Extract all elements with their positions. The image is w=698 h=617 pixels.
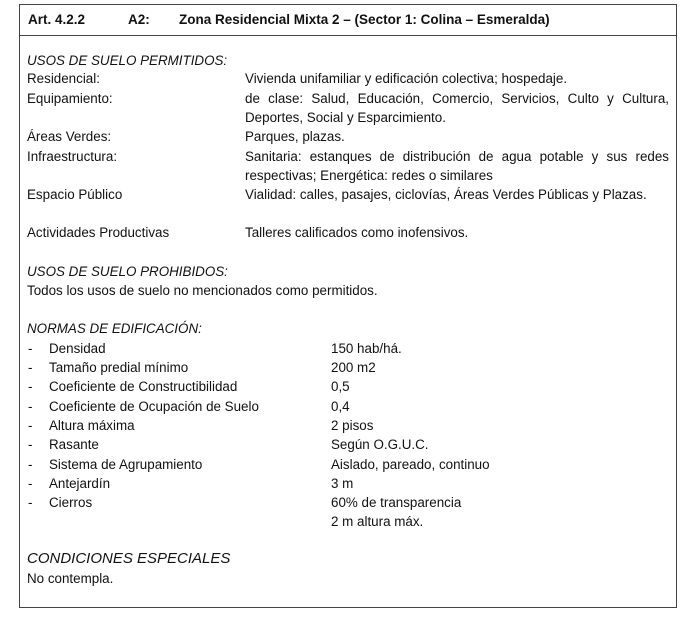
permitted-value: Vivienda unifamiliar y edificación colectiva; hospedaje. — [245, 71, 568, 86]
bullet-dash: - — [28, 399, 33, 414]
permitted-label: Espacio Público — [27, 187, 123, 202]
permitted-label: Áreas Verdes: — [27, 129, 112, 144]
norm-label: Rasante — [49, 437, 99, 452]
norm-label: Altura máxima — [49, 418, 135, 433]
zone-card — [19, 4, 677, 608]
norms-heading: NORMAS DE EDIFICACIÓN: — [27, 321, 202, 336]
permitted-value: Parques, plazas. — [245, 129, 345, 144]
norm-label: Coeficiente de Constructibilidad — [49, 379, 238, 394]
prohibited-text: Todos los usos de suelo no mencionados como permitidos. — [27, 283, 378, 298]
norm-value: 3 m — [331, 476, 354, 491]
bullet-dash: - — [28, 437, 33, 452]
norm-value: Según O.G.U.C. — [331, 437, 429, 452]
article-number: Art. 4.2.2 — [28, 12, 86, 27]
norm-label: Coeficiente de Ocupación de Suelo — [49, 399, 259, 414]
special-heading: CONDICIONES ESPECIALES — [27, 550, 231, 567]
norm-value: 0,5 — [331, 379, 350, 394]
permitted-value: Vialidad: calles, pasajes, ciclovías, Áreas Verdes Públicas y Plazas. — [245, 187, 647, 202]
norm-label: Sistema de Agrupamiento — [49, 457, 203, 472]
prohibited-heading: USOS DE SUELO PROHIBIDOS: — [27, 264, 228, 279]
permitted-label: Residencial: — [27, 71, 100, 86]
norm-value: 0,4 — [331, 399, 350, 414]
norm-value: 200 m2 — [331, 360, 376, 375]
norm-label: Cierros — [49, 495, 93, 510]
permitted-value: Sanitaria: estanques de distribución de agua potable y sus redes respectivas; Energética: redes o similares — [245, 149, 669, 183]
permitted-label: Equipamiento: — [27, 91, 113, 106]
norm-value: Aislado, pareado, continuo — [331, 457, 490, 472]
norm-value-extra: 2 m altura máx. — [331, 514, 424, 529]
zone-code: A2: — [128, 12, 150, 27]
article-header — [20, 5, 676, 36]
special-text: No contempla. — [27, 571, 114, 586]
permitted-value: Talleres calificados como inofensivos. — [245, 225, 469, 240]
permitted-heading: USOS DE SUELO PERMITIDOS: — [27, 53, 228, 68]
norm-value: 2 pisos — [331, 418, 374, 433]
zone-title: Zona Residencial Mixta 2 – (Sector 1: Colina – Esmeralda) — [179, 12, 550, 27]
permitted-value: de clase: Salud, Educación, Comercio, Servicios, Culto y Cultura, Deportes, Social y Esparcimiento. — [245, 91, 669, 125]
norm-value: 60% de transparencia — [331, 495, 462, 510]
norm-label: Tamaño predial mínimo — [49, 360, 189, 375]
permitted-label: Actividades Productivas — [27, 225, 170, 240]
norm-label: Antejardín — [49, 476, 111, 491]
norm-label: Densidad — [49, 341, 106, 356]
norm-value: 150 hab/há. — [331, 341, 402, 356]
bullet-dash: - — [28, 476, 33, 491]
bullet-dash: - — [28, 495, 33, 510]
bullet-dash: - — [28, 379, 33, 394]
bullet-dash: - — [28, 341, 33, 356]
permitted-label: Infraestructura: — [27, 149, 118, 164]
bullet-dash: - — [28, 360, 33, 375]
bullet-dash: - — [28, 418, 33, 433]
bullet-dash: - — [28, 457, 33, 472]
